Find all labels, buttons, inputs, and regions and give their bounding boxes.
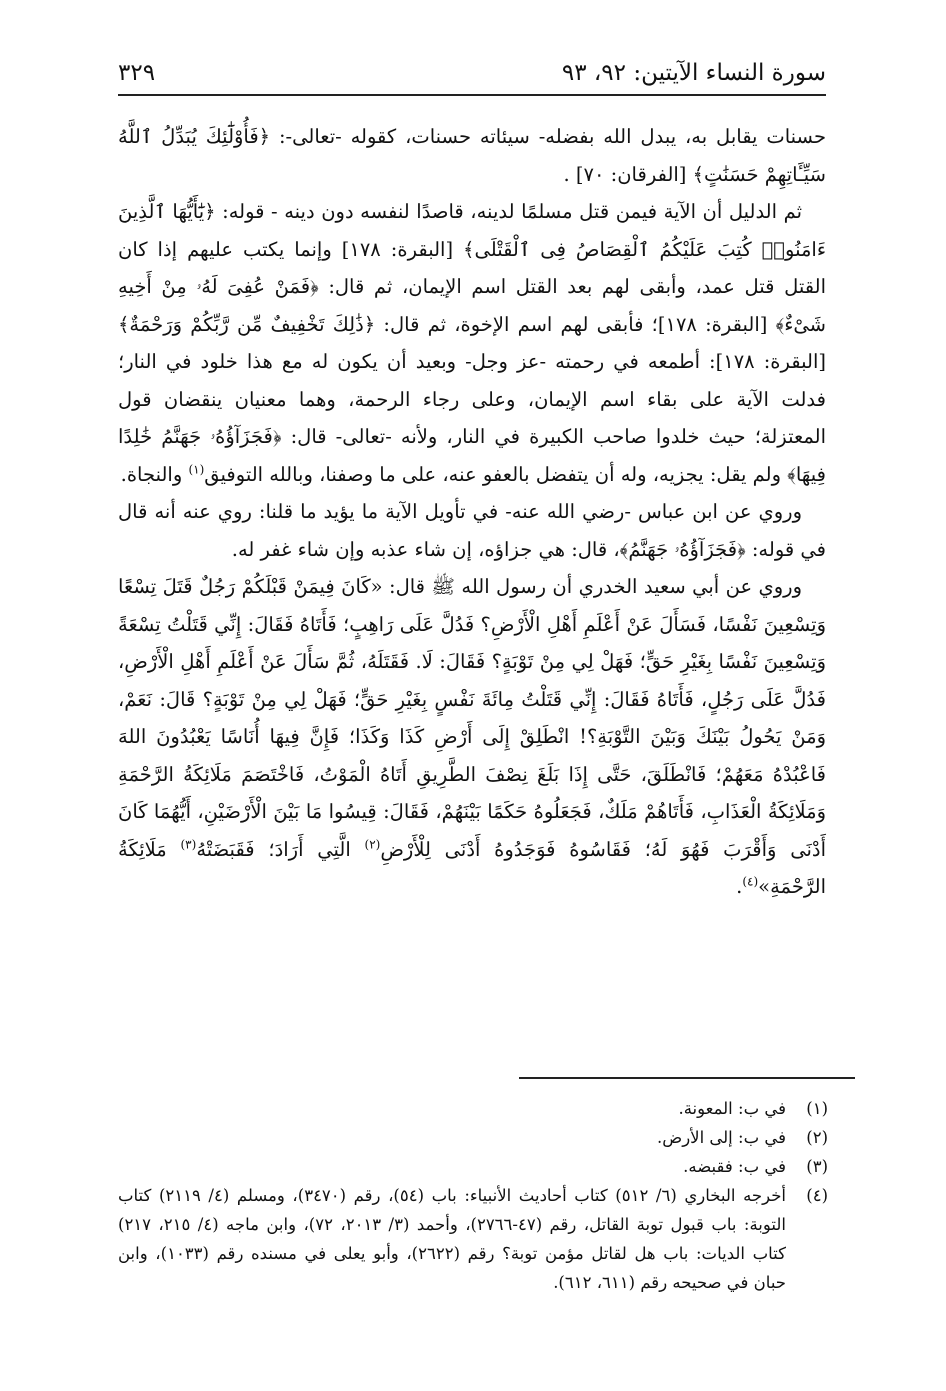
footnote (118, 1152, 828, 1181)
footnote-text: في ب: المعونة. (678, 1099, 786, 1118)
footnote-number: (٤) (806, 1186, 828, 1205)
footnote-text: أخرجه البخاري (٦/ ٥١٢) كتاب أحاديث الأنبياء: باب (٥٤)، رقم (٣٤٧٠)، ومسلم (٤/ ٢١١٩) كتاب التوبة: باب قبول توبة القاتل، رقم (٤٧-٢٧٦٦)، وأحمد (٣/ ٢٠١٣، ٧٢)، وابن ماجه (٤/ ٢١٥، ٢١٧) كتاب الديات: باب هل لقاتل مؤمن توبة؟ رقم (٢٦٢٢)، وأبو يعلى في مسنده رقم (١٠٣٣)، وابن حبان في صحيحه رقم (٦١١، ٦١٢). (118, 1186, 786, 1292)
paragraph (118, 193, 826, 493)
footnote (118, 1181, 828, 1297)
page-number: ٣٢٩ (118, 60, 156, 86)
surah-title: سورة النساء الآيتين: ٩٢، ٩٣ (561, 60, 826, 86)
footnotes (118, 1094, 828, 1297)
paragraph-text: ثم الدليل أن الآية فيمن قتل مسلمًا لدينه، قاصدًا لنفسه دون دينه - قوله: ﴿يَٰٓأَيُّهَا ٱلَّذِينَ ءَامَنُوا۟ كُتِبَ عَلَيْكُمُ ٱلْقِصَاصُ فِى ٱلْقَتْلَى﴾ [البقرة: ١٧٨] وإنما يكتب عليهم إذا كان القتل قتل عمد، وأبقى لهم بعد القتل اسم الإيمان، ثم قال: ﴿فَمَنْ عُفِىَ لَهُۥ مِنْ أَخِيهِ شَىْءٌ﴾ [البقرة: ١٧٨]؛ فأبقى لهم اسم الإخوة، ثم قال: ﴿ذَٰلِكَ تَخْفِيفٌ مِّن رَّبِّكُمْ وَرَحْمَةٌ﴾ [البقرة: ١٧٨]: أطمعه في رحمته -عز وجل- وبعيد أن يكون له مع هذا خلود في النار؛ فدلت الآية على بقاء اسم الإيمان، وعلى رجاء الرحمة، وهما معنيان ينقضان قول المعتزلة؛ حيث خلدوا صاحب الكبيرة في النار، ولأنه -تعالى- قال: ﴿فَجَزَآؤُهُۥ جَهَنَّمُ خَٰلِدًا فِيهَا﴾ ولم يقل: يجزيه، وله أن يتفضل بالعفو عنه، على ما وصفنا، وبالله التوفيق (118, 200, 826, 486)
footnote (118, 1123, 828, 1152)
hadith-text-end: مَلَائِكَةُ الرَّحْمَةِ» (118, 837, 826, 898)
page-header (118, 58, 826, 96)
paragraph: وروي عن ابن عباس -رضي الله عنه- في تأويل الآية ما يؤيد ما قلنا: روي عنه أنه قال في قوله: ﴿فَجَزَآؤُهُۥ جَهَنَّمُ﴾، قال: هي جزاؤه، إن شاء عذبه وإن شاء غفر له. (118, 500, 826, 561)
paragraph-text-end: والنجاة. (120, 462, 183, 486)
footnote-text: في ب: إلى الأرض. (657, 1128, 786, 1147)
paragraph (118, 568, 826, 906)
footnote-number: (١) (806, 1099, 828, 1118)
footnote-ref-3[interactable]: (٣) (180, 837, 197, 851)
footnote-separator (519, 1077, 855, 1079)
footnote (118, 1094, 828, 1123)
footnote-number: (٣) (806, 1157, 828, 1176)
footnote-ref-1[interactable]: (١) (188, 462, 205, 476)
footnote-ref-2[interactable]: (٢) (364, 837, 381, 851)
main-text (118, 118, 826, 906)
footnote-ref-4[interactable]: (٤) (742, 874, 759, 889)
paragraph: حسنات يقابل به، يبدل الله بفضله- سيئاته حسنات، كقوله -تعالى-: ﴿فَأُوْلَٰٓئِكَ يُبَدِّلُ ٱللَّهُ سَيِّـَٔاتِهِمْ حَسَنَٰتٍ﴾ [الفرقان: ٧٠] . (118, 125, 826, 186)
hadith-text-cont: الَّتِي أَرَادَ؛ فَقَبَضَتْهُ (196, 837, 351, 861)
hadith-text: وروي عن أبي سعيد الخدري أن رسول الله ﷺ قال: «كَانَ فِيمَنْ قَبْلَكُمْ رَجُلٌ قَتَلَ تِسْعًا وَتِسْعِينَ نَفْسًا، فَسَأَلَ عَنْ أَعْلَمِ أَهْلِ الْأَرْضِ؟ فَدُلَّ عَلَى رَاهِبٍ؛ فَأَتَاهُ فَقَالَ: إِنِّي قَتَلْتُ تِسْعَةً وَتِسْعِينَ نَفْسًا بِغَيْرِ حَقٍّ؛ فَهَلْ لِي مِنْ تَوْبَةٍ؟ فَقَالَ: لَا. فَقَتَلَهُ، ثُمَّ سَأَلَ عَنْ أَعْلَمِ أَهْلِ الْأَرْضِ، فَدُلَّ عَلَى رَجُلٍ، فَأَتَاهُ فَقَالَ: إِنِّي قَتَلْتُ مِائَةَ نَفْسٍ بِغَيْرِ حَقٍّ؛ فَهَلْ لِي مِنْ تَوْبَةٍ؟ قَالَ: نَعَمْ، وَمَنْ يَحُولُ بَيْنَكَ وَبَيْنَ التَّوْبَةِ؟! انْطَلِقْ إِلَى أَرْضِ كَذَا وَكَذَا؛ فَإِنَّ فِيهَا أُنَاسًا يَعْبُدُونَ اللهَ فَاعْبُدْهُ مَعَهُمْ؛ فَانْطَلَقَ، حَتَّى إِذَا بَلَغَ نِصْفَ الطَّرِيقِ أَتَاهُ الْمَوْتُ، فَاخْتَصَمَ مَلَائِكَةُ الرَّحْمَةِ وَمَلَائِكَةُ الْعَذَابِ، فَأَتَاهُمْ مَلَكٌ، فَجَعَلُوهُ حَكَمًا بَيْنَهُمْ، فَقَالَ: قِيسُوا مَا بَيْنَ الْأَرْضَيْنِ، أَيُّهُمَا كَانَ أَدْنَى وَأَقْرَبَ فَهُوَ لَهُ؛ فَقَاسُوهُ فَوَجَدُوهُ أَدْنَى لِلْأَرْضِ (118, 575, 826, 861)
final-period: . (736, 875, 743, 898)
footnote-number: (٢) (806, 1128, 828, 1147)
footnote-text: في ب: فقبضه. (683, 1157, 786, 1176)
